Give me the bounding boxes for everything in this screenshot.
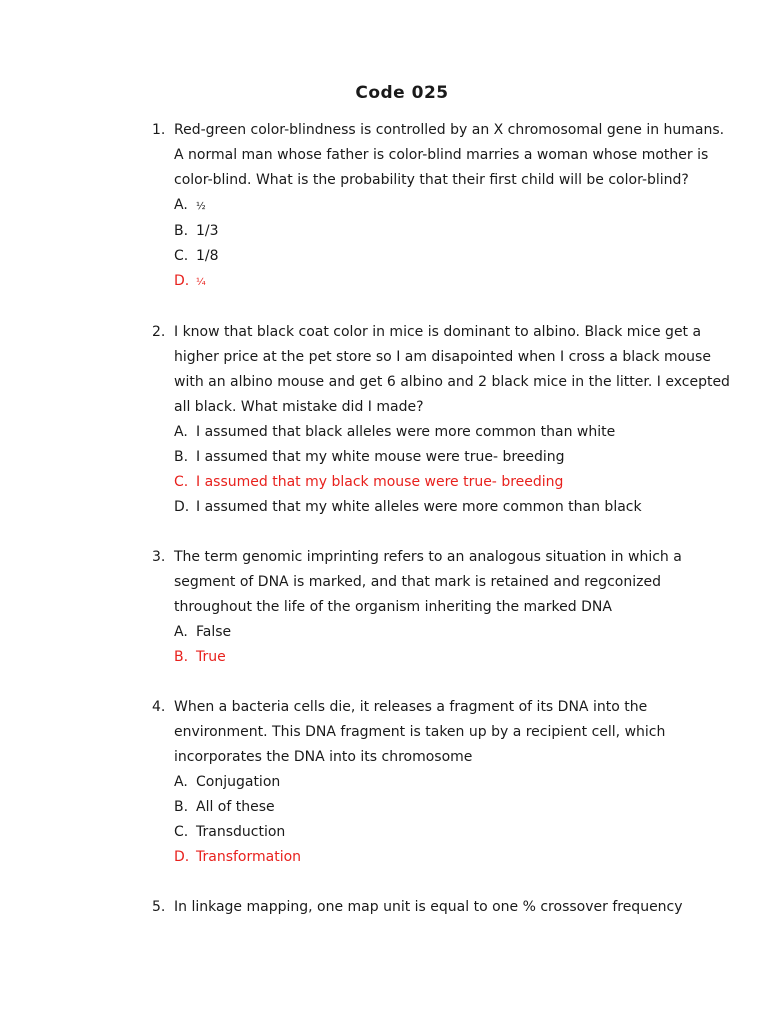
option-text: True xyxy=(196,649,226,665)
option-letter: B. xyxy=(174,449,189,465)
option-text: Transduction xyxy=(196,824,286,840)
answer-option xyxy=(174,244,730,269)
page-title: Code 025 xyxy=(355,83,449,103)
option-letter: C. xyxy=(174,248,189,264)
correct-answer-option xyxy=(174,645,730,670)
question-number: 3. xyxy=(152,549,166,565)
option-text: I assumed that my black mouse were true- breeding xyxy=(196,474,564,490)
option-text: ¼ xyxy=(196,277,206,288)
correct-answer-option xyxy=(174,269,730,295)
question-number: 2. xyxy=(152,324,166,340)
option-text: Conjugation xyxy=(196,774,281,790)
question-list xyxy=(150,118,730,945)
option-letter: A. xyxy=(174,774,188,790)
option-text: 1/3 xyxy=(196,223,219,239)
option-text: All of these xyxy=(196,799,275,815)
answer-option xyxy=(174,420,730,445)
correct-answer-option xyxy=(174,470,730,495)
answer-option xyxy=(174,620,730,645)
question-text: Red-green color-blindness is controlled by an X chromosomal gene in humans. A normal man whose father is color-blind marries a woman whose mother is color-blind. What is the probability that their first child will be color-blind? xyxy=(174,122,725,188)
answer-options xyxy=(174,620,730,670)
answer-options xyxy=(174,193,730,295)
option-letter: A. xyxy=(174,424,188,440)
question-number: 5. xyxy=(152,899,166,915)
question-text: In linkage mapping, one map unit is equal to one % crossover frequency xyxy=(174,899,683,915)
option-text: False xyxy=(196,624,232,640)
option-text: 1/8 xyxy=(196,248,219,264)
answer-option xyxy=(174,445,730,470)
option-letter: B. xyxy=(174,799,189,815)
question-text: I know that black coat color in mice is dominant to albino. Black mice get a higher price at the pet store so I am disapointed when I cross a black mouse with an albino mouse and get 6 albino and 2 black mice in the litter. I excepted all black. What mistake did I made? xyxy=(174,324,730,415)
answer-option xyxy=(174,193,730,219)
question-number: 4. xyxy=(152,699,166,715)
option-letter: D. xyxy=(174,273,190,289)
answer-option xyxy=(174,820,730,845)
option-text: Transformation xyxy=(196,849,302,865)
answer-option xyxy=(174,219,730,244)
option-text: I assumed that my white alleles were more common than black xyxy=(196,499,642,515)
question-text: When a bacteria cells die, it releases a fragment of its DNA into the environment. This DNA fragment is taken up by a recipient cell, which incorporates the DNA into its chromosome xyxy=(174,699,666,765)
question-3 xyxy=(150,545,730,670)
option-letter: C. xyxy=(174,824,189,840)
option-letter: B. xyxy=(174,223,189,239)
answer-option xyxy=(174,495,730,520)
option-letter: D. xyxy=(174,499,190,515)
question-4 xyxy=(150,695,730,870)
answer-options xyxy=(174,420,730,520)
question-text: The term genomic imprinting refers to an analogous situation in which a segment of DNA is marked, and that mark is retained and regconized throughout the life of the organism inheriting the marked DNA xyxy=(174,549,682,615)
question-1 xyxy=(150,118,730,295)
option-letter: A. xyxy=(174,197,188,213)
option-letter: B. xyxy=(174,649,189,665)
answer-options xyxy=(174,770,730,870)
question-5 xyxy=(150,895,730,920)
option-letter: C. xyxy=(174,474,189,490)
question-2 xyxy=(150,320,730,520)
option-text: I assumed that my white mouse were true- breeding xyxy=(196,449,565,465)
question-number: 1. xyxy=(152,122,166,138)
option-letter: A. xyxy=(174,624,188,640)
option-text: I assumed that black alleles were more common than white xyxy=(196,424,616,440)
correct-answer-option xyxy=(174,845,730,870)
answer-option xyxy=(174,795,730,820)
answer-option xyxy=(174,770,730,795)
option-text: ½ xyxy=(196,201,206,212)
option-letter: D. xyxy=(174,849,190,865)
